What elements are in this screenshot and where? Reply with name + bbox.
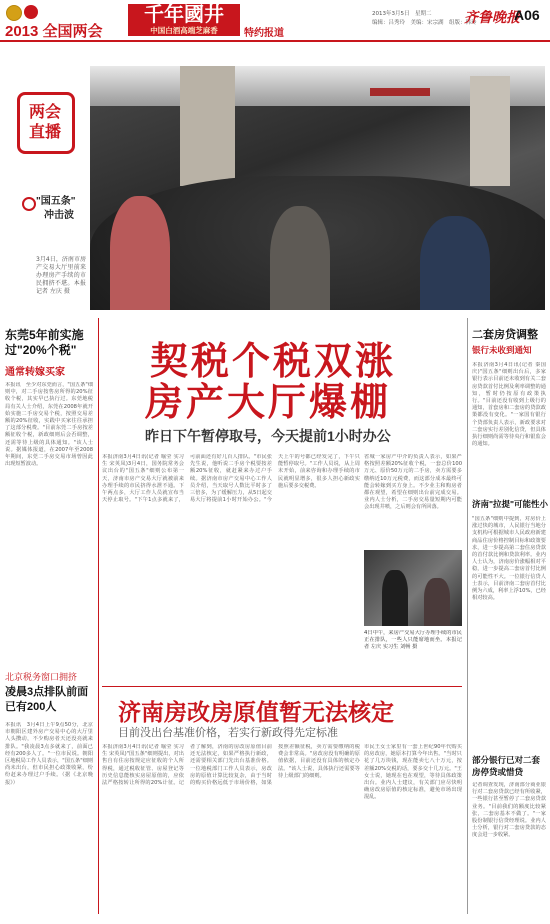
right-story2-title: 济南"拉提"可能性小: [472, 499, 549, 509]
issue-date: 2013年3月5日 星期二: [372, 11, 432, 17]
bottom-headline: 济南房改房原值暂无法核定: [118, 700, 394, 725]
left-story2-kicker: 北京税务窗口拥挤: [5, 672, 78, 682]
page-number: A06: [514, 7, 540, 23]
photo-pillar: [470, 76, 510, 186]
badge-line1: 两会: [28, 104, 61, 121]
left-story2-title: 凌晨3点排队前面已有200人: [5, 686, 89, 713]
bottom-body: 本报济南3月4日讯(记者 喻莹 实习生 宋英凤)"国五条"细则提出，对出售自有住房按规定应征收的个人所得税，通过税收征管、房屋登记等历史信息能核实房屋原值的，应依法严格按转让所得的20%计征。记者了解到，济南的房改房原值目前还无法核定，如果严格执行新政，还需要相关部门先出台基准价格。一位地税部门工作人员表示，房改房的原值计算比较复杂，由于当时的购买价格远低于市场价格，如果按照差额征税，卖方需要缴纳的税费会非常高。"房改房没有明确的原值依据，目前还没有具体的核定办法。"该人士说，具体执行还需要等待上级部门的细则。: [102, 744, 360, 787]
special-report-label: 特约报道: [244, 28, 284, 39]
ad-banner[interactable]: [128, 4, 240, 36]
photo-figure: [424, 578, 450, 626]
main-photo: [90, 66, 545, 310]
right-story3-body: 记者调查发现，济南部分商业银行对二套房贷款已经有所收紧，一些银行甚至暂停了二套房贷款业务。"目前我们的额度比较紧张，二套房基本不做了。"一家股份制银行信贷经理说。业内人士分析，银行对二套房贷款的态度会进一步收紧。: [472, 782, 546, 839]
queue-photo-caption: 4日中午，来房产交易大厅办理手续的市民正在排队，一些人只能席地而坐。本报记者 左庆 实习生 刘畅 摄: [364, 630, 462, 651]
bottom-divider: [102, 686, 462, 687]
bottom-body-continued: 市民王女士家里有一套上世纪90年代购买的房改房，她原本打算今年出售。"当时只花了几万块钱，现在能卖七八十万元，按差额20%交税的话，要多交十几万元。"王女士说，她现在也在观望，等待具体政策出台。业内人士建议，有关部门应尽快明确房改房原值的核定标准，避免市场出现混乱。: [364, 744, 462, 801]
main-body: 本报济南3月4日讯(记者 喻莹 实习生 宋英凤)3月4日，国务院常务会议出台的"国五条"细则公布第一天，济南市房产交易大厅就被前来办理手续的市民挤得水泄不通。下午两点多，大厅工作人员就宣布当天停止取号。"下午1点多就来了，可前面还有好几百人排队。"市民张先生说，他听说二手房个税要按差额20%征收，就赶紧来办过户手续。据济南市房产交易中心工作人员介绍，当天取号人数比平时多了三倍多，为了缓解压力，从5日起交易大厅将提前1小时开始办公。"今天上午的号都已经发完了，下午只能暂停取号。"工作人员说，从上周末开始，前来咨询和办理手续的市民就明显增多，很多人担心新政实施后要多交税费。: [102, 454, 360, 504]
header-bar: [0, 0, 550, 40]
column-rule: [467, 318, 468, 914]
photo-figure: [382, 570, 408, 626]
right-story1-subtitle: 银行未收到通知: [472, 345, 532, 355]
photo-red-sign: [370, 88, 430, 96]
wave-icon: [22, 197, 36, 211]
main-deck: 昨日下午暂停取号，今天提前1小时办公: [145, 428, 391, 444]
queue-photo: [364, 550, 462, 626]
main-headline-line2: 房产大厅爆棚: [145, 382, 392, 424]
main-body-continued: 省城一家房产中介的负责人表示，如果严格按照差额20%征收个税，一套总价100万元、原价50万元的二手房，卖方需要多缴纳近10万元税费，而这部分成本最终可能会转嫁到买方身上。不少业主和购房者都在观望，希望在细则出台前完成交易。业内人士分析，二手房交易量短期内可能会出现井喷，之后则会有所回落。: [364, 454, 462, 511]
bottom-deck: 目前没出台基准价格，若实行新政得先定标准: [118, 727, 338, 739]
left-story1-body: 本报讯 至少对东莞而言，"国五条"细则中，对二手房按售房所得的20%征收个税，其实早已执行过。东莞地税局有关人士介绍，东莞在2008年就开始实施二手房交易个税，按照交易差额的20%征收，实践中买家往往承担了这部分税费。"目前东莞二手房按差额征收个税，新政细则后会否调整，还需等待上级的具体通知。"该人士说。据媒体报道，在2007年至2008年期间，东莞二手房交易市场曾因此出现短暂波动。: [5, 382, 93, 468]
photo-tag2: 冲击波: [44, 210, 74, 221]
party-emblem-icon: [24, 5, 38, 19]
lianghui-badge: [5, 84, 85, 154]
banner-subtitle: 中国白酒高端芝麻香: [150, 26, 218, 35]
right-story3-title: 部分银行已对二套房停贷或惜贷: [472, 755, 541, 777]
header-rule: [0, 40, 550, 42]
right-column: [472, 320, 549, 920]
photo-caption: 3月4日，济南市房产交易大厅里前来办理房产手续的市民拥挤不堪。本报记者 左庆 摄: [36, 256, 86, 295]
column-rule: [98, 318, 99, 914]
right-story1-title: 二套房贷调整: [472, 329, 538, 341]
banner-title: 千年國井: [144, 4, 224, 26]
photo-figure: [110, 196, 170, 310]
editor-credits: 编辑：吕秀玲 美编：宋宗湖 组版：韩玲: [372, 20, 477, 26]
left-story1-title: 东莞5年前实施过"20%个税": [5, 328, 84, 357]
photo-pillar: [180, 66, 235, 186]
badge-line2: 直播: [28, 124, 61, 141]
emblem-icon: [6, 5, 22, 21]
main-headline-line1: 契税个税双涨: [150, 341, 397, 383]
photo-figure: [420, 216, 490, 310]
event-title: 2013 全国两会: [5, 23, 103, 40]
photo-tag1: "国五条": [36, 196, 76, 207]
right-story2-body: "国五条"细则中提到，对房价上涨过快的城市，人民银行当地分支机构可根据城市人民政府新建商品住房价格控制目标和政策要求，进一步提高第二套住房贷款的首付款比例和贷款利率。业内人士认为，济南房价涨幅相对平稳，进一步提高二套房首付比例的可能性不大。一位银行信贷人士表示，目前济南二套房首付比例为六成，利率上浮10%，已经相对较高。: [472, 516, 546, 602]
newspaper-name: 齐鲁晚报: [464, 11, 520, 26]
left-column: [5, 320, 93, 920]
left-story1-subtitle: 通常转嫁买家: [5, 367, 65, 378]
left-story2-body: 本报讯 3月4日上午9点50分，北京市朝阳区建外房产交易中心的大厅里人头攒动，不少购房者天还没亮就来排队。"我凌晨3点多就来了，前面已经有200多人了。"一位市民说。朝阳区地税局工作人员表示，"国五条"细则尚未出台，但市民担心政策收紧，纷纷赶来办理过户手续。（据《北京晚报》）: [5, 722, 93, 786]
right-story1-body: 本报济南3月4日讯(记者 秦国庆)"国五条"细则出台后，多家银行表示目前还未收到有关二套房贷款首付比例及利率调整的通知，暂时仍按原有政策执行。"目前还没有收到上级行的通知，首套房和二套房的贷款政策都没有变化。"一家国有银行个贷部负责人表示，新政要求对二套房实行差别化信贷，但具体执行细则尚需等待央行和银监会的通知。: [472, 362, 546, 448]
photo-figure: [270, 206, 330, 310]
